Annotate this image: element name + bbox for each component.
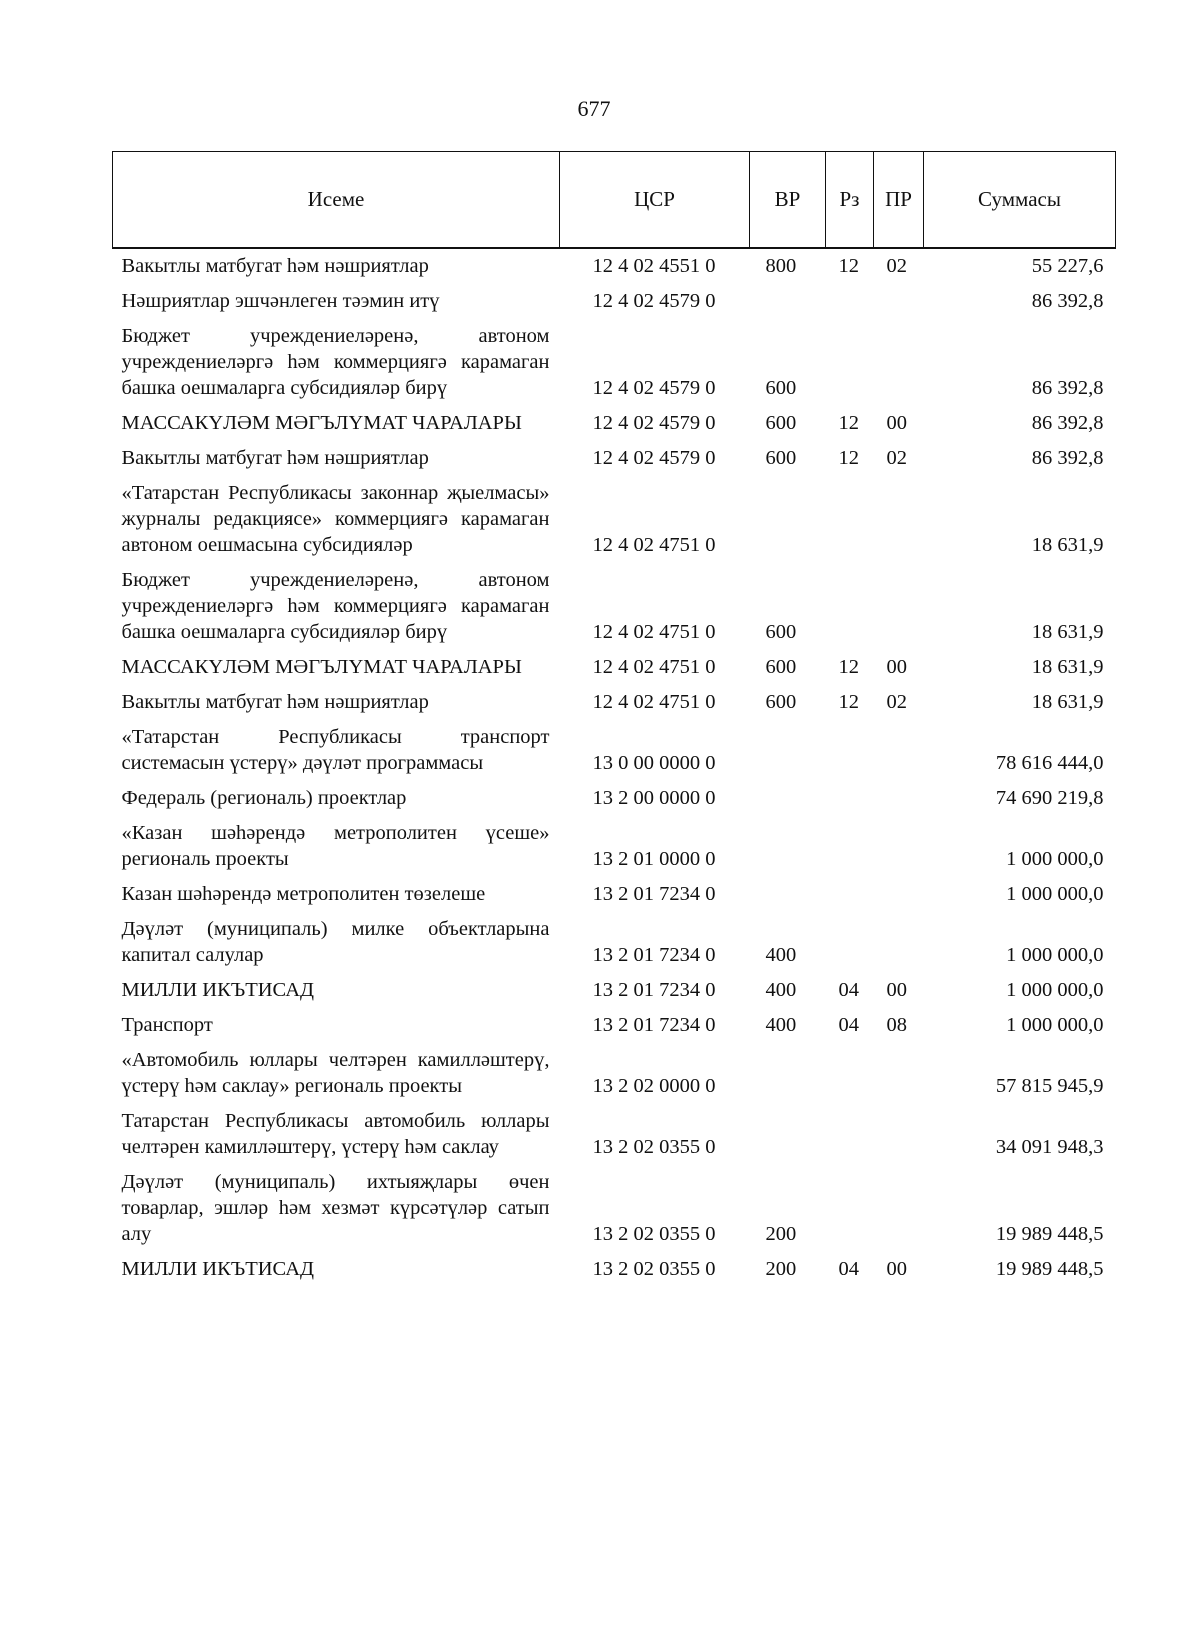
- cell-vr: [750, 1043, 826, 1104]
- cell-sum: 34 091 948,3: [995, 1136, 1104, 1158]
- cell-vr: 200: [765, 1223, 797, 1245]
- cell-csr: 13 2 01 7234 0: [592, 979, 716, 1001]
- cell-pr: [874, 781, 924, 816]
- cell-rz: 12: [838, 691, 859, 713]
- cell-name: Бюджет учреждениеләренә, автоном учреждениеләргә һәм коммерциягә карамаган башка оешмаларга субсидияләр бирү: [121, 325, 550, 399]
- cell-vr: [750, 284, 826, 319]
- cell-name: Казан шәһәрендә метрополитен төзелеше: [121, 883, 486, 905]
- cell-rz: [826, 1104, 874, 1165]
- cell-rz: [826, 319, 874, 406]
- cell-csr: 12 4 02 4751 0: [592, 656, 716, 678]
- cell-rz: [826, 912, 874, 973]
- cell-vr: [750, 877, 826, 912]
- cell-sum: 86 392,8: [1031, 290, 1104, 312]
- table-row: [113, 816, 1116, 877]
- cell-csr: 13 0 00 0000 0: [592, 752, 716, 774]
- cell-csr: 13 2 01 7234 0: [592, 883, 716, 905]
- cell-csr: 13 2 02 0000 0: [592, 1075, 716, 1097]
- cell-pr: 00: [886, 979, 907, 1001]
- cell-name: Дәүләт (муниципаль) милке объектларына капитал салулар: [121, 918, 550, 966]
- cell-name: Бюджет учреждениеләренә, автоном учреждениеләргә һәм коммерциягә карамаган башка оешмаларга субсидияләр бирү: [121, 569, 550, 643]
- header-sum: Суммасы: [924, 152, 1116, 249]
- cell-csr: 13 2 01 7234 0: [592, 944, 716, 966]
- cell-csr: 12 4 02 4579 0: [592, 290, 716, 312]
- cell-rz: 04: [838, 1014, 859, 1036]
- cell-vr: [750, 1104, 826, 1165]
- cell-rz: [826, 720, 874, 781]
- cell-name: МАССАКҮЛӘМ МӘГЪЛҮМАТ ЧАРАЛАРЫ: [121, 412, 522, 434]
- cell-name: МИЛЛИ ИКЪТИСАД: [121, 1258, 314, 1280]
- cell-sum: 55 227,6: [1031, 255, 1104, 277]
- table-row: [113, 781, 1116, 816]
- cell-csr: 12 4 02 4751 0: [592, 621, 716, 643]
- cell-rz: [826, 1165, 874, 1252]
- cell-sum: 57 815 945,9: [995, 1075, 1104, 1097]
- cell-csr: 13 2 02 0355 0: [592, 1223, 716, 1245]
- cell-name: «Татарстан Республикасы законнар җыелмасы» журналы редакциясе» коммерциягә карамаган автоном оешмасына субсидияләр: [121, 482, 550, 556]
- cell-pr: [874, 816, 924, 877]
- cell-sum: 18 631,9: [1031, 534, 1104, 556]
- cell-name: Вакытлы матбугат һәм нәшриятлар: [121, 447, 429, 469]
- cell-vr: [750, 816, 826, 877]
- cell-rz: [826, 284, 874, 319]
- cell-pr: [874, 1165, 924, 1252]
- table-row: [113, 1008, 1116, 1043]
- cell-rz: [826, 781, 874, 816]
- cell-name: Вакытлы матбугат һәм нәшриятлар: [121, 255, 429, 277]
- cell-vr: 600: [765, 691, 797, 713]
- cell-csr: 12 4 02 4751 0: [592, 691, 716, 713]
- cell-sum: 19 989 448,5: [995, 1258, 1104, 1280]
- cell-rz: [826, 877, 874, 912]
- table-row: [113, 1104, 1116, 1165]
- cell-sum: 18 631,9: [1031, 691, 1104, 713]
- cell-vr: [750, 781, 826, 816]
- cell-sum: 78 616 444,0: [995, 752, 1104, 774]
- cell-rz: [826, 476, 874, 563]
- cell-vr: 600: [765, 656, 797, 678]
- cell-vr: 600: [765, 377, 797, 399]
- cell-sum: 86 392,8: [1031, 412, 1104, 434]
- cell-pr: [874, 1104, 924, 1165]
- cell-pr: 02: [886, 447, 907, 469]
- header-pr: ПР: [874, 152, 924, 249]
- cell-csr: 13 2 00 0000 0: [592, 787, 716, 809]
- cell-sum: 74 690 219,8: [995, 787, 1104, 809]
- cell-pr: 00: [886, 412, 907, 434]
- cell-csr: 12 4 02 4579 0: [592, 412, 716, 434]
- cell-sum: 18 631,9: [1031, 621, 1104, 643]
- cell-pr: [874, 1043, 924, 1104]
- cell-name: Татарстан Республикасы автомобиль юллары челтәрен камилләштерү, үстерү һәм саклау: [121, 1110, 550, 1158]
- table-body: [113, 248, 1116, 1287]
- table-row: [113, 441, 1116, 476]
- header-rz: Рз: [826, 152, 874, 249]
- cell-pr: [874, 720, 924, 781]
- cell-vr: 600: [765, 621, 797, 643]
- table-row: [113, 877, 1116, 912]
- cell-sum: 1 000 000,0: [1006, 979, 1104, 1001]
- cell-rz: 04: [838, 1258, 859, 1280]
- table-row: [113, 650, 1116, 685]
- cell-pr: [874, 563, 924, 650]
- cell-name: «Автомобиль юллары челтәрен камилләштерү, үстерү һәм саклау» региональ проекты: [121, 1049, 550, 1097]
- table-header-row: [113, 152, 1116, 249]
- table-row: [113, 1043, 1116, 1104]
- cell-name: МАССАКҮЛӘМ МӘГЪЛҮМАТ ЧАРАЛАРЫ: [121, 656, 522, 678]
- table-row: [113, 284, 1116, 319]
- cell-csr: 13 2 02 0355 0: [592, 1136, 716, 1158]
- cell-rz: 04: [838, 979, 859, 1001]
- cell-pr: 00: [886, 656, 907, 678]
- cell-sum: 86 392,8: [1031, 447, 1104, 469]
- cell-vr: 600: [765, 447, 797, 469]
- cell-pr: [874, 912, 924, 973]
- table-row: [113, 973, 1116, 1008]
- cell-sum: 1 000 000,0: [1006, 1014, 1104, 1036]
- cell-pr: [874, 284, 924, 319]
- table-row: [113, 476, 1116, 563]
- cell-name: «Казан шәһәрендә метрополитен үсеше» региональ проекты: [121, 822, 550, 870]
- budget-table: [112, 151, 1115, 1287]
- table-row: [113, 319, 1116, 406]
- cell-csr: 12 4 02 4579 0: [592, 447, 716, 469]
- cell-pr: 02: [886, 255, 907, 277]
- cell-vr: [750, 720, 826, 781]
- cell-name: Федераль (региональ) проектлар: [121, 787, 407, 809]
- cell-rz: 12: [838, 447, 859, 469]
- cell-pr: 02: [886, 691, 907, 713]
- cell-name: Дәүләт (муниципаль) ихтыяҗлары өчен товарлар, эшләр һәм хезмәт күрсәтүләр сатып алу: [121, 1171, 550, 1245]
- cell-vr: 400: [765, 979, 797, 1001]
- cell-vr: 200: [765, 1258, 797, 1280]
- cell-rz: [826, 563, 874, 650]
- cell-sum: 19 989 448,5: [995, 1223, 1104, 1245]
- page-number: 677: [577, 96, 611, 121]
- cell-name: «Татарстан Республикасы транспорт системасын үстерү» дәүләт программасы: [121, 726, 550, 774]
- table-row: [113, 563, 1116, 650]
- header-csr: ЦСР: [560, 152, 750, 249]
- cell-name: Транспорт: [121, 1014, 213, 1036]
- cell-csr: 12 4 02 4579 0: [592, 377, 716, 399]
- header-vr: ВР: [750, 152, 826, 249]
- cell-rz: 12: [838, 656, 859, 678]
- cell-pr: [874, 319, 924, 406]
- table-row: [113, 1165, 1116, 1252]
- cell-sum: 1 000 000,0: [1006, 944, 1104, 966]
- cell-rz: [826, 1043, 874, 1104]
- cell-rz: 12: [838, 412, 859, 434]
- table-row: [113, 406, 1116, 441]
- cell-pr: 00: [886, 1258, 907, 1280]
- cell-vr: 600: [765, 412, 797, 434]
- table-row: [113, 1252, 1116, 1287]
- table-row: [113, 912, 1116, 973]
- header-name: Исеме: [113, 152, 560, 249]
- cell-csr: 13 2 01 7234 0: [592, 1014, 716, 1036]
- cell-csr: 12 4 02 4751 0: [592, 534, 716, 556]
- cell-name: МИЛЛИ ИКЪТИСАД: [121, 979, 314, 1001]
- cell-sum: 18 631,9: [1031, 656, 1104, 678]
- cell-csr: 12 4 02 4551 0: [592, 255, 716, 277]
- cell-csr: 13 2 02 0355 0: [592, 1258, 716, 1280]
- cell-name: Вакытлы матбугат һәм нәшриятлар: [121, 691, 429, 713]
- cell-rz: 12: [838, 255, 859, 277]
- cell-vr: 400: [765, 1014, 797, 1036]
- table-row: [113, 248, 1116, 284]
- cell-sum: 1 000 000,0: [1006, 883, 1104, 905]
- cell-pr: 08: [886, 1014, 907, 1036]
- table-row: [113, 720, 1116, 781]
- cell-name: Нәшриятлар эшчәнлеген тәэмин итү: [121, 290, 440, 312]
- cell-vr: 400: [765, 944, 797, 966]
- cell-csr: 13 2 01 0000 0: [592, 848, 716, 870]
- cell-vr: [750, 476, 826, 563]
- table-row: [113, 685, 1116, 720]
- cell-sum: 1 000 000,0: [1006, 848, 1104, 870]
- cell-pr: [874, 476, 924, 563]
- cell-vr: 800: [765, 255, 797, 277]
- cell-pr: [874, 877, 924, 912]
- cell-sum: 86 392,8: [1031, 377, 1104, 399]
- cell-rz: [826, 816, 874, 877]
